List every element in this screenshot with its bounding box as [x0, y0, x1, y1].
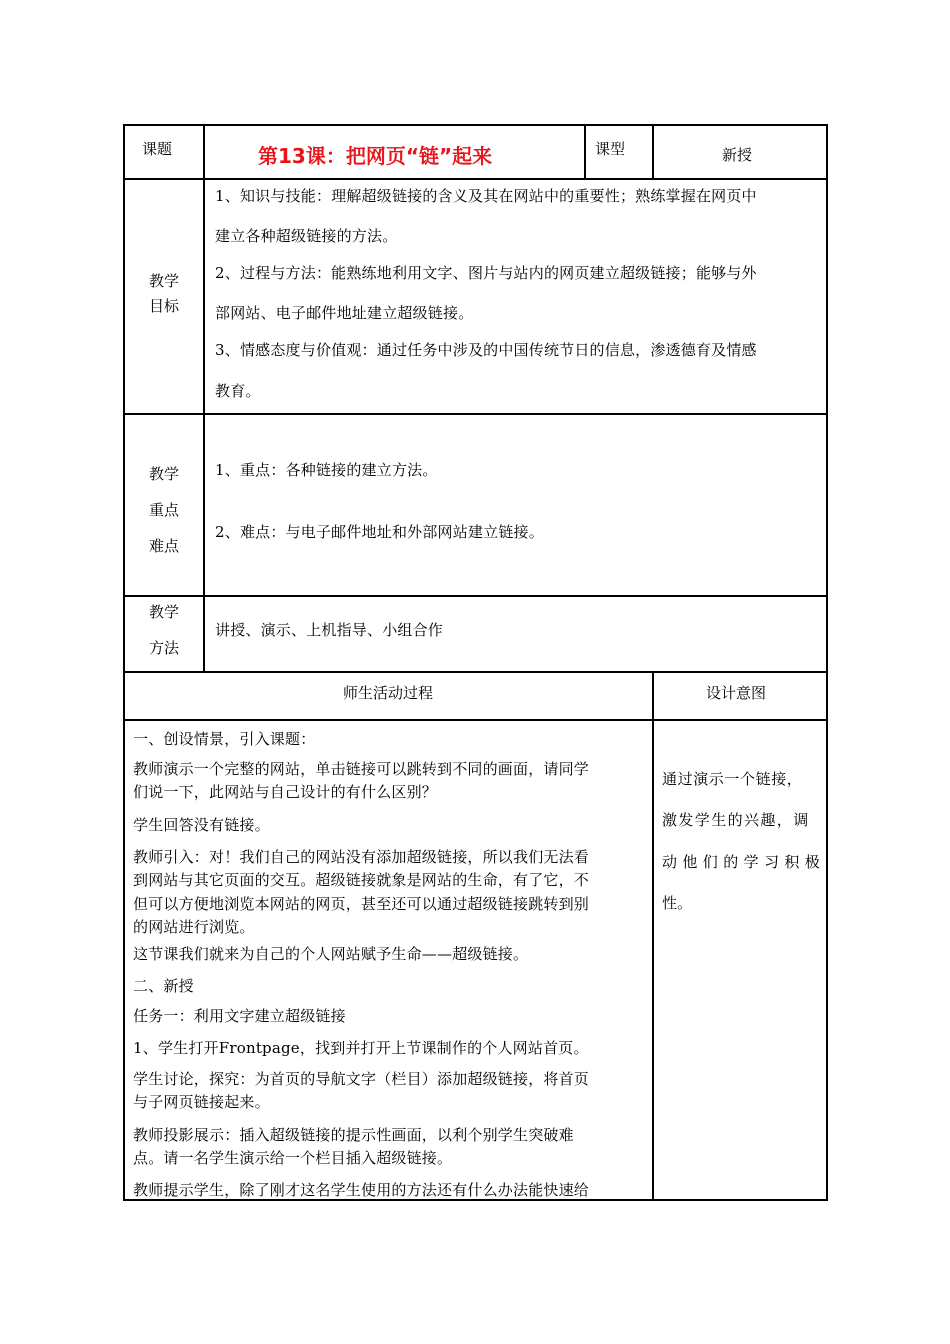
lesson-title: 第13课：把网页“链”起来 [258, 144, 493, 168]
intent-line: 动他们的学习积极 [662, 853, 826, 871]
goals-line: 建立各种超级链接的方法。 [215, 227, 398, 245]
process-line: 1、学生打开Frontpage，找到并打开上节课制作的个人网站首页。 [133, 1039, 589, 1057]
process-line: 任务一：利用文字建立超级链接 [133, 1007, 346, 1025]
type-label: 课型 [595, 140, 626, 158]
row-divider-header [123, 178, 828, 180]
table-border-right [826, 124, 828, 1201]
methods-text: 讲授、演示、上机指导、小组合作 [215, 621, 444, 639]
row-divider-goals [123, 413, 828, 415]
process-line: 到网站与其它页面的交互。超级链接就象是网站的生命，有了它，不 [133, 871, 590, 889]
keypoints-label-line3: 难点 [149, 537, 180, 555]
table-border-top [123, 124, 828, 126]
process-line: 点。请一名学生演示给一个栏目插入超级链接。 [133, 1149, 453, 1167]
methods-label-line1: 教学 [149, 603, 180, 621]
table-border-left [123, 124, 125, 1201]
goals-label-line2: 目标 [149, 297, 180, 315]
methods-label-line2: 方法 [149, 639, 180, 657]
topic-label: 课题 [142, 140, 173, 158]
process-line: 的网站进行浏览。 [133, 918, 255, 936]
process-line: 教师引入：对！我们自己的网站没有添加超级链接，所以我们无法看 [133, 848, 590, 866]
process-line: 学生回答没有链接。 [133, 816, 270, 834]
process-line: 学生讨论，探究：为首页的导航文字（栏目）添加超级链接，将首页 [133, 1070, 590, 1088]
process-header-left: 师生活动过程 [343, 684, 434, 702]
keypoints-line: 1、重点：各种链接的建立方法。 [215, 461, 438, 479]
goals-label-line1: 教学 [149, 272, 180, 290]
goals-line: 2、过程与方法：能熟练地利用文字、图片与站内的网页建立超级链接；能够与外 [215, 264, 757, 282]
intent-line: 通过演示一个链接， [662, 770, 803, 788]
process-line: 这节课我们就来为自己的个人网站赋予生命——超级链接。 [133, 945, 529, 963]
keypoints-label-line2: 重点 [149, 501, 180, 519]
goals-line: 1、知识与技能：理解超级链接的含义及其在网站中的重要性；熟练掌握在网页中 [215, 187, 757, 205]
row-divider-keypoints [123, 595, 828, 597]
header-divider-type [652, 124, 654, 180]
process-column-divider [652, 671, 654, 1201]
process-line: 一、创设情景，引入课题： [133, 730, 316, 748]
process-line: 教师提示学生，除了刚才这名学生使用的方法还有什么办法能快速给 [133, 1181, 590, 1199]
header-divider-title [584, 124, 586, 180]
label-column-divider [203, 124, 205, 673]
intent-line: 性。 [662, 894, 693, 912]
process-line: 教师演示一个完整的网站，单击链接可以跳转到不同的画面，请同学 [133, 760, 590, 778]
row-divider-process-header [123, 719, 828, 721]
process-header-right: 设计意图 [706, 684, 767, 702]
keypoints-label-line1: 教学 [149, 465, 180, 483]
goals-line: 部网站、电子邮件地址建立超级链接。 [215, 304, 474, 322]
process-line: 二、新授 [133, 977, 194, 995]
process-line: 但可以方便地浏览本网站的网页，甚至还可以通过超级链接跳转到别 [133, 895, 590, 913]
process-line: 们说一下，此网站与自己设计的有什么区别？ [133, 783, 438, 801]
intent-line: 激发学生的兴趣，调 [662, 811, 810, 829]
keypoints-line: 2、难点：与电子邮件地址和外部网站建立链接。 [215, 523, 544, 541]
goals-line: 教育。 [215, 382, 261, 400]
row-divider-methods [123, 671, 828, 673]
process-line: 教师投影展示：插入超级链接的提示性画面，以利个别学生突破难 [133, 1126, 574, 1144]
process-line: 与子网页链接起来。 [133, 1093, 270, 1111]
type-value: 新授 [722, 146, 753, 164]
goals-line: 3、情感态度与价值观：通过任务中涉及的中国传统节日的信息，渗透德育及情感 [215, 341, 757, 359]
